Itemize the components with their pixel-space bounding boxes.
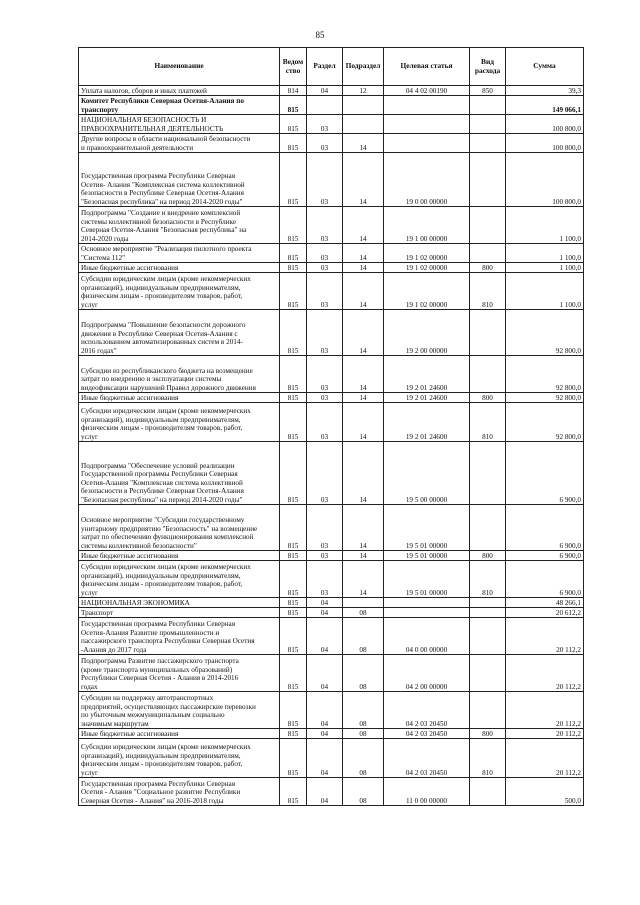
amount-cell: 39,3 [506, 86, 584, 96]
section-cell: 03 [307, 153, 343, 207]
target-item-cell: 19 5 01 00000 [384, 551, 470, 561]
section-cell: 03 [307, 356, 343, 393]
row-name-cell: Подпрограмма "Создание и внедрение комплексной системы коллективной безопасности в Республике Северная Осетия-Алания "Безопасная республика" на 2014-2020 годы [79, 207, 280, 244]
table-row [79, 356, 584, 393]
target-item-cell [384, 96, 470, 115]
row-name-cell: Государственная программа Республики Северная Осетия - Алания "Социальное развитие Республики Северная Осетия - Алания" на 2016-2018 годы [79, 778, 280, 806]
department-cell: 815 [280, 310, 307, 356]
row-name-cell: НАЦИОНАЛЬНАЯ ЭКОНОМИКА [79, 598, 280, 608]
target-item-cell: 19 5 01 00000 [384, 505, 470, 551]
subsection-cell: 08 [343, 692, 384, 729]
amount-cell: 48 266,1 [506, 598, 584, 608]
target-item-cell: 19 2 01 24600 [384, 393, 470, 403]
target-item-cell: 04 2 00 00000 [384, 655, 470, 692]
table-row [79, 244, 584, 263]
department-cell: 814 [280, 86, 307, 96]
amount-cell: 500,0 [506, 778, 584, 806]
target-item-cell [384, 115, 470, 134]
expense-type-cell [470, 96, 506, 115]
amount-cell: 6 900,0 [506, 561, 584, 598]
department-cell: 815 [280, 551, 307, 561]
column-header-department: Ведом ство [280, 48, 307, 86]
target-item-cell: 19 2 01 24600 [384, 403, 470, 442]
table-row [79, 115, 584, 134]
section-cell: 03 [307, 273, 343, 310]
amount-cell: 92 800,0 [506, 403, 584, 442]
subsection-cell: 08 [343, 739, 384, 778]
expense-type-cell: 800 [470, 393, 506, 403]
department-cell: 815 [280, 618, 307, 655]
amount-cell: 20 112,2 [506, 692, 584, 729]
subsection-cell [343, 598, 384, 608]
expense-type-cell: 800 [470, 263, 506, 273]
subsection-cell: 14 [343, 505, 384, 551]
table-row [79, 134, 584, 153]
section-cell: 03 [307, 442, 343, 505]
row-name-cell: Субсидии юридическим лицам (кроме некоммерческих организаций), индивидуальным предпринимателям, физическим лицам - производителям товаров, работ, услуг [79, 561, 280, 598]
table-row [79, 207, 584, 244]
row-name-cell: Иные бюджетные ассигнования [79, 729, 280, 739]
target-item-cell: 19 0 00 00000 [384, 153, 470, 207]
amount-cell: 92 800,0 [506, 393, 584, 403]
table-row [79, 153, 584, 207]
target-item-cell: 19 2 01 24600 [384, 356, 470, 393]
department-cell: 815 [280, 115, 307, 134]
target-item-cell: 19 5 01 00000 [384, 561, 470, 598]
subsection-cell: 14 [343, 561, 384, 598]
expense-type-cell [470, 134, 506, 153]
department-cell: 815 [280, 207, 307, 244]
target-item-cell [384, 608, 470, 618]
subsection-cell: 14 [343, 134, 384, 153]
row-name-cell: Иные бюджетные ассигнования [79, 263, 280, 273]
table-row [79, 273, 584, 310]
amount-cell: 1 100,0 [506, 207, 584, 244]
department-cell: 815 [280, 356, 307, 393]
section-cell: 03 [307, 505, 343, 551]
expense-type-cell [470, 692, 506, 729]
department-cell: 815 [280, 442, 307, 505]
subsection-cell: 08 [343, 729, 384, 739]
amount-cell: 1 100,0 [506, 263, 584, 273]
subsection-cell: 08 [343, 778, 384, 806]
expense-type-cell [470, 310, 506, 356]
table-row [79, 310, 584, 356]
amount-cell: 6 900,0 [506, 551, 584, 561]
department-cell: 815 [280, 739, 307, 778]
target-item-cell: 04 2 03 20450 [384, 692, 470, 729]
section-cell: 04 [307, 655, 343, 692]
section-cell: 04 [307, 739, 343, 778]
expense-type-cell [470, 244, 506, 263]
expense-type-cell [470, 655, 506, 692]
target-item-cell: 19 1 02 00000 [384, 273, 470, 310]
column-header-name: Наименование [79, 48, 280, 86]
budget-table [78, 47, 584, 806]
target-item-cell: 19 5 00 00000 [384, 442, 470, 505]
target-item-cell: 04 2 03 20450 [384, 739, 470, 778]
amount-cell: 20 112,2 [506, 618, 584, 655]
amount-cell: 100 800,0 [506, 153, 584, 207]
subsection-cell: 08 [343, 608, 384, 618]
amount-cell: 100 800,0 [506, 134, 584, 153]
target-item-cell: 04 4 02 00190 [384, 86, 470, 96]
subsection-cell: 14 [343, 263, 384, 273]
table-row [79, 739, 584, 778]
subsection-cell: 08 [343, 655, 384, 692]
expense-type-cell [470, 598, 506, 608]
table-row [79, 729, 584, 739]
section-cell: 03 [307, 115, 343, 134]
column-header-expense-type: Вид расхода [470, 48, 506, 86]
amount-cell: 92 800,0 [506, 356, 584, 393]
subsection-cell: 14 [343, 551, 384, 561]
target-item-cell: 19 1 02 00000 [384, 244, 470, 263]
amount-cell: 20 612,2 [506, 608, 584, 618]
row-name-cell: Комитет Республики Северная Осетия-Алания по транспорту [79, 96, 280, 115]
subsection-cell: 14 [343, 207, 384, 244]
amount-cell: 1 100,0 [506, 273, 584, 310]
section-cell: 04 [307, 729, 343, 739]
row-name-cell: НАЦИОНАЛЬНАЯ БЕЗОПАСНОСТЬ И ПРАВООХРАНИТЕЛЬНАЯ ДЕЯТЕЛЬНОСТЬ [79, 115, 280, 134]
column-header-section: Раздел [307, 48, 343, 86]
target-item-cell: 11 0 00 00000 [384, 778, 470, 806]
table-row [79, 86, 584, 96]
expense-type-cell [470, 505, 506, 551]
table-row [79, 655, 584, 692]
table-row [79, 778, 584, 806]
amount-cell: 92 800,0 [506, 310, 584, 356]
subsection-cell: 14 [343, 442, 384, 505]
row-name-cell: Иные бюджетные ассигнования [79, 551, 280, 561]
department-cell: 815 [280, 608, 307, 618]
department-cell: 815 [280, 96, 307, 115]
row-name-cell: Транспорт [79, 608, 280, 618]
row-name-cell: Субсидии на поддержку автотранспортных предприятий, осуществляющих пассажирские перевозки по убыточным межмуниципальным социально значимым маршрутам [79, 692, 280, 729]
column-header-target-item: Целевая статья [384, 48, 470, 86]
expense-type-cell: 810 [470, 739, 506, 778]
row-name-cell: Государственная программа Республики Северная Осетия-Алания Развитие промышленности и пассажирского транспорта Республики Северная Осетия -Алания до 2017 года [79, 618, 280, 655]
table-row [79, 263, 584, 273]
department-cell: 815 [280, 134, 307, 153]
table-row [79, 598, 584, 608]
row-name-cell: Субсидии из республиканского бюджета на возмещение затрат по внедрению и эксплуатации системы видеофиксации нарушений Правил дорожного движения [79, 356, 280, 393]
expense-type-cell: 810 [470, 273, 506, 310]
row-name-cell: Государственная программа Республики Северная Осетия- Алания "Комплексная система коллективной безопасности в Республике Северная Осетия-Алания "Безопасная республика" на период 2014-2020 годы" [79, 153, 280, 207]
target-item-cell: 19 2 00 00000 [384, 310, 470, 356]
table-row [79, 442, 584, 505]
target-item-cell [384, 134, 470, 153]
section-cell: 04 [307, 608, 343, 618]
section-cell: 03 [307, 310, 343, 356]
subsection-cell: 14 [343, 393, 384, 403]
section-cell: 03 [307, 393, 343, 403]
department-cell: 815 [280, 273, 307, 310]
department-cell: 815 [280, 244, 307, 263]
target-item-cell: 04 2 03 20450 [384, 729, 470, 739]
column-header-amount: Сумма [506, 48, 584, 86]
amount-cell: 20 112,2 [506, 739, 584, 778]
expense-type-cell [470, 608, 506, 618]
subsection-cell: 14 [343, 310, 384, 356]
table-row [79, 551, 584, 561]
expense-type-cell: 810 [470, 403, 506, 442]
row-name-cell: Уплата налогов, сборов и иных платежей [79, 86, 280, 96]
expense-type-cell: 810 [470, 561, 506, 598]
department-cell: 815 [280, 263, 307, 273]
table-row [79, 561, 584, 598]
expense-type-cell: 800 [470, 551, 506, 561]
subsection-cell: 12 [343, 86, 384, 96]
section-cell: 03 [307, 244, 343, 263]
expense-type-cell [470, 442, 506, 505]
column-header-subsection: Подраздел [343, 48, 384, 86]
row-name-cell: Подпрограмма Развитие пассажирского транспорта (кроме транспорта муниципальных образований) Республики Северная Осетия - Алания в 2014-2016 годах [79, 655, 280, 692]
table-row [79, 618, 584, 655]
section-cell: 04 [307, 598, 343, 608]
department-cell: 815 [280, 692, 307, 729]
expense-type-cell: 800 [470, 729, 506, 739]
expense-type-cell [470, 207, 506, 244]
department-cell: 815 [280, 393, 307, 403]
section-cell: 04 [307, 618, 343, 655]
amount-cell: 149 066,1 [506, 96, 584, 115]
section-cell: 04 [307, 86, 343, 96]
expense-type-cell: 850 [470, 86, 506, 96]
subsection-cell: 14 [343, 403, 384, 442]
subsection-cell: 14 [343, 273, 384, 310]
subsection-cell: 08 [343, 618, 384, 655]
section-cell: 04 [307, 778, 343, 806]
department-cell: 815 [280, 403, 307, 442]
row-name-cell: Основное мероприятие "Реализация пилотного проекта "Система 112" [79, 244, 280, 263]
row-name-cell: Основное мероприятие "Субсидии государственному унитарному предприятию "Безопасность" на возмещение затрат по обеспечению функционирования комплексной системы коллективной безопасности" [79, 505, 280, 551]
section-cell: 03 [307, 551, 343, 561]
expense-type-cell [470, 356, 506, 393]
amount-cell: 6 900,0 [506, 442, 584, 505]
table-row [79, 505, 584, 551]
subsection-cell: 14 [343, 153, 384, 207]
target-item-cell: 04 0 00 00000 [384, 618, 470, 655]
row-name-cell: Субсидии юридическим лицам (кроме некоммерческих организаций), индивидуальным предпринимателям, физическим лицам - производителям товаров, работ, услуг [79, 273, 280, 310]
table-row [79, 608, 584, 618]
section-cell: 03 [307, 561, 343, 598]
section-cell: 04 [307, 692, 343, 729]
subsection-cell [343, 96, 384, 115]
department-cell: 815 [280, 153, 307, 207]
table-header-row [79, 48, 584, 86]
amount-cell: 100 800,0 [506, 115, 584, 134]
subsection-cell [343, 115, 384, 134]
department-cell: 815 [280, 561, 307, 598]
department-cell: 815 [280, 778, 307, 806]
table-row [79, 403, 584, 442]
row-name-cell: Субсидии юридическим лицам (кроме некоммерческих организаций), индивидуальным предпринимателям, физическим лицам - производителям товаров, работ, услуг [79, 403, 280, 442]
section-cell [307, 96, 343, 115]
target-item-cell [384, 598, 470, 608]
row-name-cell: Подпрограмма "Повышение безопасности дорожного движения в Республике Северная Осетия-Алания с использованием автоматизированных систем в 2014- 2016 годах" [79, 310, 280, 356]
table-row [79, 692, 584, 729]
department-cell: 815 [280, 729, 307, 739]
row-name-cell: Подпрограмма "Обеспечение условий реализации Государственной программы Республики Северная Осетия-Алания "Комплексная система коллективной безопасности в Республике Северная Осетия-Алания "Безопасная республика" на период 2014-2020 годы" [79, 442, 280, 505]
amount-cell: 20 112,2 [506, 655, 584, 692]
department-cell: 815 [280, 505, 307, 551]
subsection-cell: 14 [343, 244, 384, 263]
amount-cell: 6 900,0 [506, 505, 584, 551]
target-item-cell: 19 1 02 00000 [384, 263, 470, 273]
row-name-cell: Иные бюджетные ассигнования [79, 393, 280, 403]
table-row [79, 393, 584, 403]
target-item-cell: 19 1 00 00000 [384, 207, 470, 244]
amount-cell: 1 100,0 [506, 244, 584, 263]
section-cell: 03 [307, 263, 343, 273]
amount-cell: 20 112,2 [506, 729, 584, 739]
expense-type-cell [470, 115, 506, 134]
expense-type-cell [470, 778, 506, 806]
row-name-cell: Другие вопросы в области национальной безопасности и правоохранительной деятельности [79, 134, 280, 153]
expense-type-cell [470, 618, 506, 655]
row-name-cell: Субсидии юридическим лицам (кроме некоммерческих организаций), индивидуальным предпринимателям, физическим лицам - производителям товаров, работ, услуг [79, 739, 280, 778]
section-cell: 03 [307, 207, 343, 244]
department-cell: 815 [280, 655, 307, 692]
expense-type-cell [470, 153, 506, 207]
department-cell: 815 [280, 598, 307, 608]
section-cell: 03 [307, 134, 343, 153]
table-row [79, 96, 584, 115]
page-number: 85 [315, 30, 325, 40]
section-cell: 03 [307, 403, 343, 442]
subsection-cell: 14 [343, 356, 384, 393]
